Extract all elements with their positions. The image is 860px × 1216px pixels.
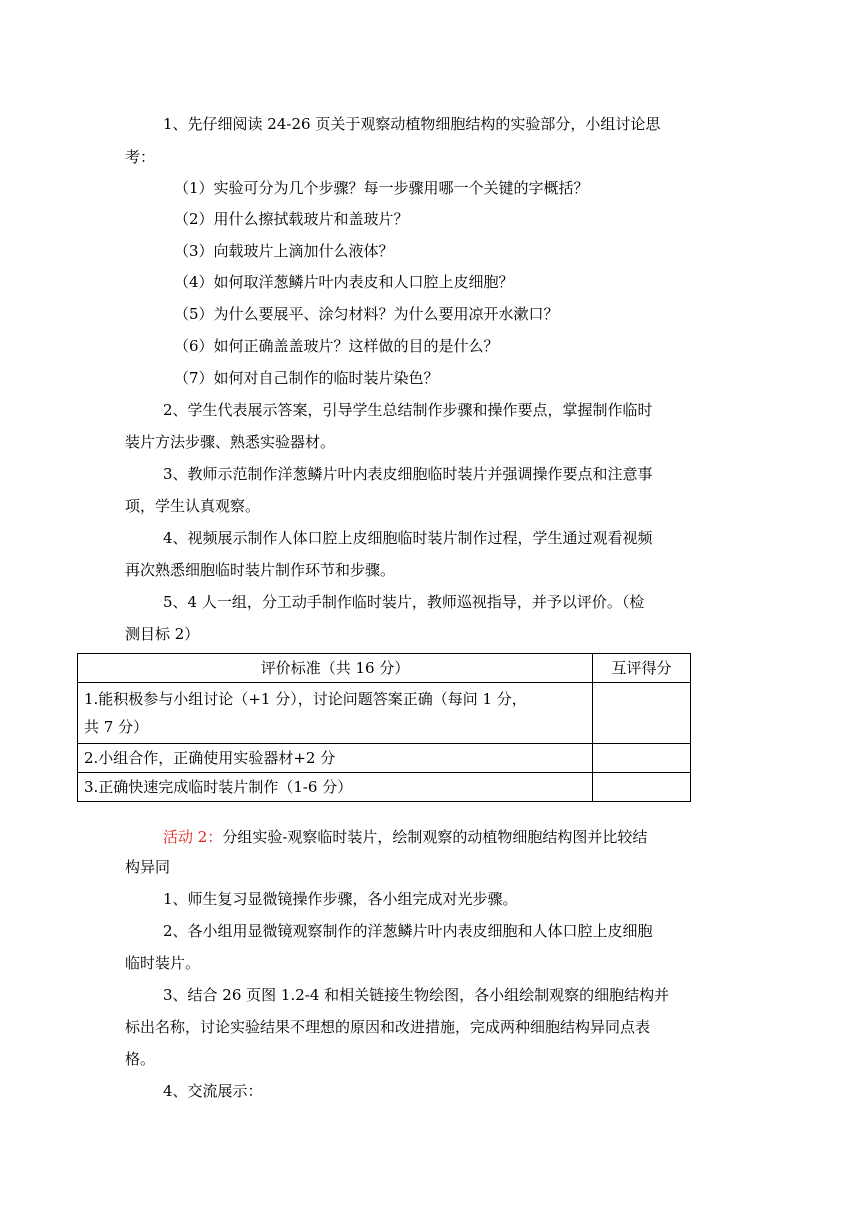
intro-line-1: 1、先仔细阅读 24-26 页关于观察动植物细胞结构的实验部分，小组讨论思 <box>163 115 661 133</box>
activity-2-step-2-line-2: 临时装片。 <box>125 954 201 972</box>
question-4: （4）如何取洋葱鳞片叶内表皮和人口腔上皮细胞？ <box>174 273 514 291</box>
table-cell-criteria <box>78 683 593 744</box>
table-row <box>78 744 691 773</box>
question-2: （2）用什么擦拭载玻片和盖玻片？ <box>174 210 409 228</box>
activity-2-step-3-line-2: 标出名称，讨论实验结果不理想的原因和改进措施，完成两种细胞结构异同点表 <box>125 1018 651 1036</box>
activity-2-step-4: 4、交流展示： <box>163 1082 263 1100</box>
evaluation-table <box>77 653 691 802</box>
table-cell-score <box>593 683 691 744</box>
activity-2-line-1 <box>163 827 647 847</box>
table-row <box>78 683 691 744</box>
question-5: （5）为什么要展平、涂匀材料？为什么要用凉开水漱口？ <box>174 305 559 323</box>
table-cell-criteria: 3.正确快速完成临时装片制作（1-6 分） <box>78 773 593 802</box>
step-3-line-1: 3、教师示范制作洋葱鳞片叶内表皮细胞临时装片并强调操作要点和注意事 <box>163 465 653 483</box>
step-4-line-2: 再次熟悉细胞临时装片制作环节和步骤。 <box>125 561 396 579</box>
step-5-line-2: 测目标 2） <box>125 625 200 643</box>
table-cell-score <box>593 773 691 802</box>
intro-line-2: 考： <box>125 148 156 166</box>
table-header-row <box>78 654 691 683</box>
activity-2-step-1: 1、师生复习显微镜操作步骤，各小组完成对光步骤。 <box>163 890 518 908</box>
step-3-line-2: 项，学生认真观察。 <box>125 497 261 515</box>
activity-2-text: 分组实验-观察临时装片，绘制观察的动植物细胞结构图并比较结 <box>222 828 648 846</box>
table-header-score: 互评得分 <box>593 654 691 683</box>
step-5-line-1: 5、4 人一组，分工动手制作临时装片，教师巡视指导，并予以评价。（检 <box>163 593 645 611</box>
question-3: （3）向载玻片上滴加什么液体？ <box>174 242 394 260</box>
activity-2-line-2: 构异同 <box>125 858 171 876</box>
step-4-line-1: 4、视频展示制作人体口腔上皮细胞临时装片制作过程，学生通过观看视频 <box>163 529 653 547</box>
question-1: （1）实验可分为几个步骤？每一步骤用哪一个关键的字概括？ <box>174 179 589 197</box>
table-header-criteria: 评价标准（共 16 分） <box>78 654 593 683</box>
question-6: （6）如何正确盖盖玻片？这样做的目的是什么？ <box>174 337 499 355</box>
activity-2-step-3-line-3: 格。 <box>125 1050 156 1068</box>
question-7: （7）如何对自己制作的临时装片染色？ <box>174 369 439 387</box>
criteria-line: 1.能积极参与小组讨论（+1 分），讨论问题答案正确（每问 1 分， <box>84 690 527 708</box>
activity-2-step-2-line-1: 2、各小组用显微镜观察制作的洋葱鳞片叶内表皮细胞和人体口腔上皮细胞 <box>163 922 653 940</box>
table-row <box>78 773 691 802</box>
activity-2-step-3-line-1: 3、结合 26 页图 1.2-4 和相关链接生物绘图，各小组绘制观察的细胞结构并 <box>163 986 670 1004</box>
table-cell-criteria: 2.小组合作，正确使用实验器材+2 分 <box>78 744 593 773</box>
activity-2-label: 活动 2： <box>163 828 223 846</box>
table-cell-score <box>593 744 691 773</box>
criteria-line: 共 7 分） <box>84 718 149 736</box>
step-2-line-1: 2、学生代表展示答案，引导学生总结制作步骤和操作要点，掌握制作临时 <box>163 401 653 419</box>
step-2-line-2: 装片方法步骤、熟悉实验器材。 <box>125 433 336 451</box>
